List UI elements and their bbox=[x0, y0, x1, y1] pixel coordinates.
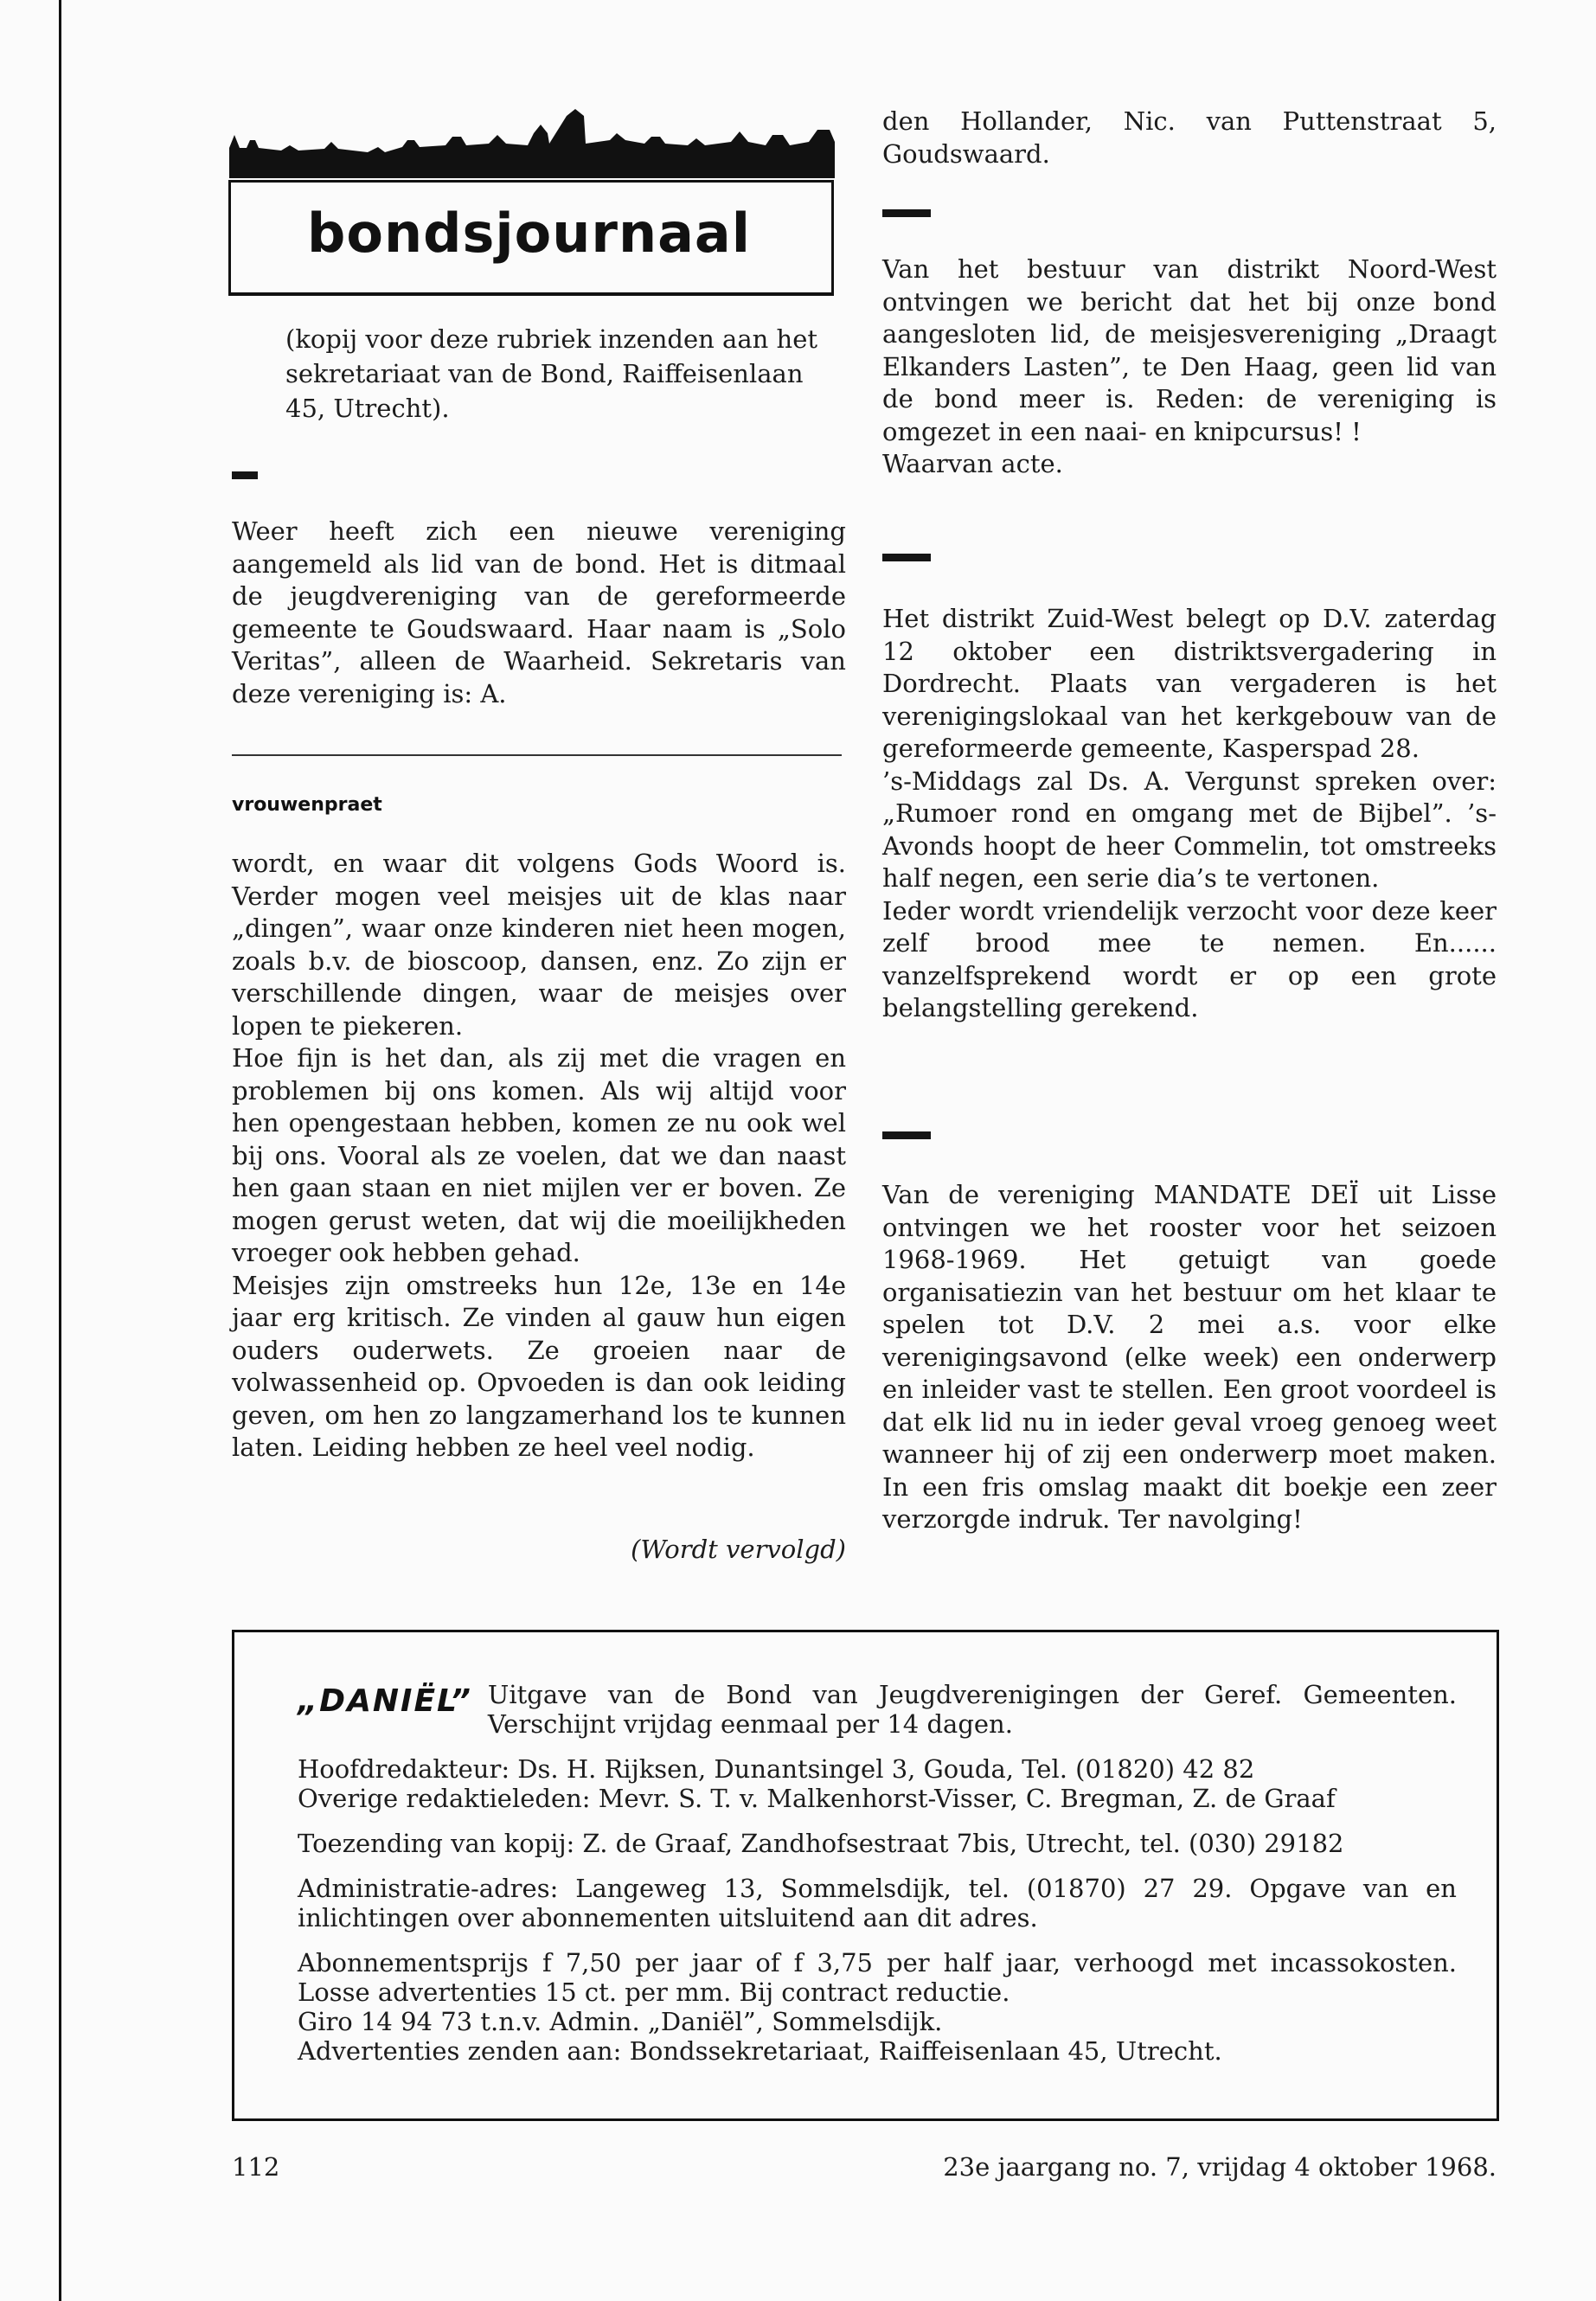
advertising-info: Advertenties zenden aan: Bondssekretariaat, Raiffeisenlaan 45, Utrecht. bbox=[298, 2036, 1222, 2066]
section-bullet bbox=[882, 209, 931, 217]
intro-note bbox=[285, 322, 839, 426]
other-editors: Overige redaktieleden: Mevr. S. T. v. Malkenhorst-Visser, C. Bregman, Z. de Graaf bbox=[298, 1784, 1336, 1813]
new-member-article bbox=[232, 471, 846, 710]
section-divider bbox=[232, 754, 842, 756]
district-nw-text: Waarvan acte. bbox=[882, 449, 1063, 478]
section-bullet bbox=[882, 1131, 931, 1139]
district-zw-article bbox=[882, 554, 1497, 1025]
colophon-content bbox=[298, 1680, 1457, 2066]
mandate-dei-text: Van de vereniging MANDATE DEÏ uit Lisse ontvingen we het rooster voor het seizoen 1968-1969. Het getuigt van goede organisatiezin van het bestuur om het klaar te spelen tot D.V. 2 mei a.s. voor elke verenigingsavond (elke week) een onderwerp en inleider vast te stellen. Een groot voordeel is dat elk lid nu in ieder geval vroeg genoeg weet wanneer hij of zij een onderwerp moet maken. In een fris omslag maakt dit boekje een zeer verzorgde indruk. Ter navolging! bbox=[882, 1180, 1497, 1534]
copy-submission: Toezending van kopij: Z. de Graaf, Zandhofsestraat 7bis, Utrecht, tel. (030) 29182 bbox=[298, 1829, 1344, 1858]
village-skyline-illustration bbox=[229, 109, 835, 178]
subscription-info: Abonnementsprijs f 7,50 per jaar of f 3,75 per half jaar, verhoogd met incassokosten. Losse advertenties 15 ct. per mm. Bij contract reductie. bbox=[298, 1948, 1457, 2007]
colophon-side-right bbox=[1497, 1630, 1499, 2121]
giro-info: Giro 14 94 73 t.n.v. Admin. „Daniël”, Sommelsdijk. bbox=[298, 2007, 943, 2036]
intro-note-text: (kopij voor deze rubriek inzenden aan het sekretariaat van de Bond, Raiffeisenlaan 45, Utrecht). bbox=[285, 324, 818, 423]
administration-address: Administratie-adres: Langeweg 13, Sommelsdijk, tel. (01870) 27 29. Opgave van en inlichtingen over abonnementen uitsluitend aan dit adres. bbox=[298, 1874, 1457, 1932]
colophon-rule-bottom bbox=[232, 2118, 1499, 2121]
district-zw-text: Ieder wordt vriendelijk verzocht voor deze keer zelf brood mee te nemen. En...... vanzelfsprekend wordt er op een grote belangstelling gerekend. bbox=[882, 895, 1497, 1022]
masthead-title: bondsjournaal bbox=[307, 202, 752, 265]
district-zw-text: Het distrikt Zuid-West belegt op D.V. zaterdag 12 oktober een distriktsvergadering in Dordrecht. Plaats van vergaderen is het verenigingslokaal van het kerkgebouw van de gereformeerde gemeente, Kasperspad 28. bbox=[882, 604, 1497, 763]
address-line: den Hollander, Nic. van Puttenstraat 5, Goudswaard. bbox=[882, 106, 1497, 169]
colophon-side-left bbox=[232, 1630, 234, 2121]
address-continuation bbox=[882, 106, 1497, 170]
district-nw-article bbox=[882, 209, 1497, 481]
colophon-box bbox=[232, 1630, 1499, 2121]
vrouwenpraet-paragraph: Hoe fijn is het dan, als zij met die vragen en problemen bij ons komen. Als wij altijd voor hen opengestaan hebben, komen ze nu ook wel bij ons. Vooral als ze voelen, dat we dan naast hen gaan staan en niet mijlen ver er boven. Ze mogen gerust weten, dat wij die moeilijkheden vroeger ook hebben gehad. bbox=[232, 1043, 846, 1267]
section-bullet bbox=[882, 554, 931, 561]
publisher-text: Uitgave van de Bond van Jeugdverenigingen der Geref. Gemeenten. Verschijnt vrijdag eenmaal per 14 dagen. bbox=[487, 1680, 1457, 1739]
mandate-dei-article bbox=[882, 1131, 1497, 1536]
continued-note: (Wordt vervolgd) bbox=[631, 1535, 846, 1564]
page-edge-line bbox=[59, 0, 61, 2301]
colophon-header bbox=[298, 1680, 1457, 1739]
vrouwenpraet-article bbox=[232, 848, 846, 1465]
daniel-logo: „DANIËL” bbox=[298, 1683, 472, 1719]
vrouwenpraet-paragraph: Meisjes zijn omstreeks hun 12e, 13e en 14e jaar erg kritisch. Ze vinden al gauw hun eigen ouders ouderwets. Ze groeien naar de volwassenheid op. Opvoeden is dan ook leiding geven, om hen zo langzamerhand los te kunnen laten. Leiding hebben ze heel veel nodig. bbox=[232, 1270, 846, 1462]
masthead-box bbox=[228, 180, 834, 296]
district-zw-text: ’s-Middags zal Ds. A. Vergunst spreken over: „Rumoer rond en omgang met de Bijbel”. ’s-Avonds hoopt de heer Commelin, tot omstreeks half negen, een serie dia’s te vertonen. bbox=[882, 766, 1497, 893]
new-member-text: Weer heeft zich een nieuwe vereniging aangemeld als lid van de bond. Het is ditmaal de jeugdvereniging van de gereformeerde gemeente te Goudswaard. Haar naam is „Solo Veritas”, alleen de Waarheid. Sekretaris van deze vereniging is: A. bbox=[232, 516, 846, 708]
issue-info: 23e jaargang no. 7, vrijdag 4 oktober 1968. bbox=[943, 2152, 1497, 2182]
vrouwenpraet-paragraph: wordt, en waar dit volgens Gods Woord is. Verder mogen veel meisjes uit de klas naar „dingen”, waar onze kinderen niet heen mogen, zoals b.v. de bioscoop, dansen, enz. Zo zijn er verschillende dingen, waar de meisjes over lopen te piekeren. bbox=[232, 849, 846, 1041]
section-bullet bbox=[232, 471, 258, 479]
colophon-rule-top bbox=[232, 1630, 1499, 1632]
section-label-vrouwenpraet: vrouwenpraet bbox=[232, 794, 382, 816]
page-number: 112 bbox=[232, 2152, 280, 2182]
district-nw-text: Van het bestuur van distrikt Noord-West ontvingen we bericht dat het bij onze bond aangesloten lid, de meisjesvereniging „Draagt Elkanders Lasten”, te Den Haag, geen lid van de bond meer is. Reden: de vereniging is omgezet in een naai- en knipcursus! ! bbox=[882, 254, 1497, 446]
editor-in-chief: Hoofdredakteur: Ds. H. Rijksen, Dunantsingel 3, Gouda, Tel. (01820) 42 82 bbox=[298, 1754, 1255, 1784]
